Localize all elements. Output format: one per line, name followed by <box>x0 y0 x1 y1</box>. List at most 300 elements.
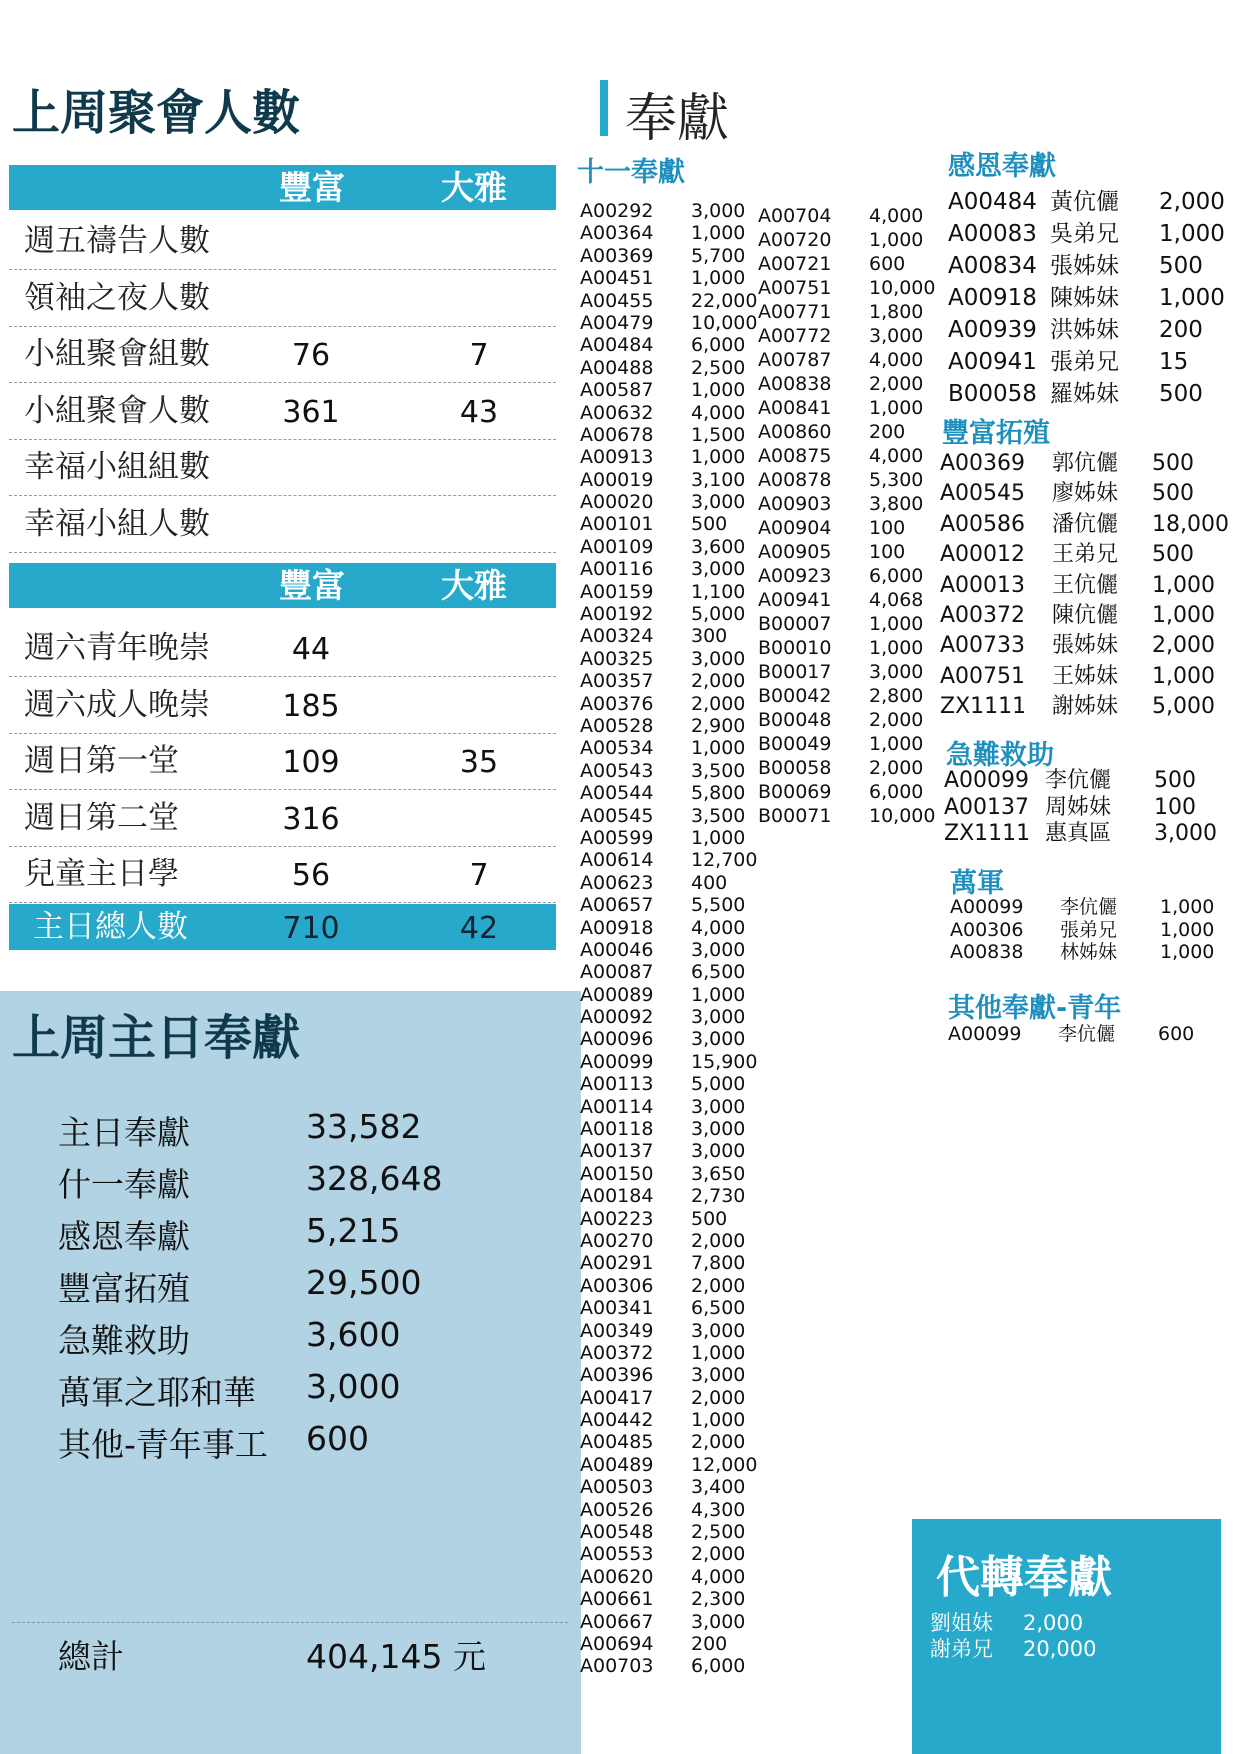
tithe-code: A00092 <box>580 1006 654 1029</box>
tithe-row <box>580 222 750 244</box>
tithe-code: A00694 <box>580 1633 654 1655</box>
tithe-row <box>758 540 938 564</box>
donor-code: A00099 <box>950 896 1024 918</box>
summary-row <box>58 1159 443 1209</box>
tithe-row <box>580 334 750 356</box>
tithe-row <box>758 300 938 324</box>
tithe-code: A00720 <box>758 229 832 251</box>
tithe-code: A00489 <box>580 1453 654 1476</box>
tithe-code: A00587 <box>580 379 654 402</box>
donor-amount: 500 <box>1159 253 1203 279</box>
tithe-amount: 3,500 <box>691 804 746 827</box>
tithe-row <box>580 1364 750 1386</box>
tithe-code: B00069 <box>758 781 832 803</box>
tithe-code: B00010 <box>758 637 832 659</box>
tithe-code: A00772 <box>758 325 832 347</box>
donor-code: A00372 <box>940 602 1026 628</box>
tithe-code: A00620 <box>580 1565 654 1588</box>
tithe-amount: 1,000 <box>869 397 924 419</box>
tithe-amount: 4,000 <box>691 401 746 424</box>
attendance-value-fengfu: 76 <box>291 338 331 373</box>
summary-title: 上周主日奉獻 <box>12 1010 301 1066</box>
donor-code: A00733 <box>940 633 1026 659</box>
tithe-amount: 7,800 <box>691 1252 746 1275</box>
tithe-code: A00543 <box>580 759 654 782</box>
attendance-row-label: 週六成人晚崇 <box>24 686 210 723</box>
tithe-code: A00372 <box>580 1341 654 1364</box>
attendance-value-daya: 35 <box>459 745 499 780</box>
tithe-amount: 2,300 <box>691 1588 746 1611</box>
tithe-code: A00291 <box>580 1252 654 1275</box>
tithe-row <box>580 715 750 737</box>
donor-code: A00939 <box>948 317 1037 343</box>
tithe-row <box>580 1409 750 1431</box>
transfer-amount: 20,000 <box>1023 1637 1097 1661</box>
donor-name: 郭伉儷 <box>1052 451 1119 476</box>
tithe-row <box>580 1499 750 1521</box>
tithe-row <box>758 732 938 756</box>
tithe-row <box>580 1431 750 1453</box>
tithe-row <box>580 1297 750 1319</box>
tithe-row <box>580 760 750 782</box>
tithe-amount: 2,500 <box>691 1521 746 1544</box>
tithe-row <box>758 588 938 612</box>
attendance-row <box>9 496 556 553</box>
tithe-row <box>580 1476 750 1498</box>
tithe-amount: 3,000 <box>869 325 924 347</box>
summary-row <box>58 1107 422 1157</box>
tithe-row <box>580 1611 750 1633</box>
tithe-code: B00071 <box>758 805 832 827</box>
tithe-row <box>580 1453 758 1476</box>
tithe-amount: 1,000 <box>691 222 746 245</box>
tithe-amount: 3,000 <box>691 938 746 961</box>
attendance-row-label: 領袖之夜人數 <box>24 279 210 316</box>
donor-amount: 18,000 <box>1152 511 1229 537</box>
tithe-row <box>580 1655 750 1677</box>
attendance-total-row <box>9 904 556 950</box>
donor-name: 李伉儷 <box>1045 768 1112 793</box>
tithe-amount: 3,000 <box>691 1364 746 1387</box>
tithe-code: A00860 <box>758 421 832 443</box>
tithe-row <box>580 513 750 535</box>
tithe-code: A00661 <box>580 1588 654 1611</box>
donor-name: 羅姊妹 <box>1050 381 1119 407</box>
tithe-code: A00116 <box>580 558 654 581</box>
donor-amount: 3,000 <box>1154 821 1217 846</box>
tithe-amount: 3,000 <box>691 1610 746 1633</box>
tithe-code: A00114 <box>580 1095 654 1118</box>
donor-name: 張姊妹 <box>1052 633 1119 659</box>
tithe-amount: 200 <box>691 1633 728 1655</box>
attendance-header-1 <box>9 165 556 210</box>
donor-code: A00099 <box>948 1023 1022 1045</box>
tithe-row <box>580 424 750 446</box>
tithe-code: A00096 <box>580 1028 654 1051</box>
tithe-row <box>758 348 938 372</box>
donor-name: 李伉儷 <box>1060 896 1118 918</box>
tithe-amount: 12,000 <box>691 1453 758 1476</box>
tithe-amount: 3,000 <box>691 1006 746 1029</box>
tithe-amount: 2,000 <box>869 373 924 395</box>
tithe-code: A00118 <box>580 1118 654 1141</box>
summary-row-amount: 600 <box>306 1419 369 1458</box>
tithe-amount: 1,000 <box>691 1409 746 1432</box>
tithe-amount: 5,000 <box>691 603 746 626</box>
summary-row-label: 豐富拓殖 <box>58 1269 190 1308</box>
tithe-row <box>580 984 750 1006</box>
donor-amount: 100 <box>1154 794 1196 820</box>
tithe-row <box>580 1543 750 1565</box>
donor-code: ZX1111 <box>944 821 1031 846</box>
attendance-row <box>9 733 556 790</box>
hosts-title: 萬軍 <box>950 868 1004 899</box>
donor-code: A00369 <box>940 451 1026 476</box>
tithe-row <box>580 1588 750 1610</box>
donor-amount: 1,000 <box>1152 663 1215 689</box>
donor-amount: 500 <box>1159 381 1203 407</box>
donor-name: 謝姊妹 <box>1052 694 1119 720</box>
header-col-daya: 大雅 <box>441 168 507 207</box>
tithe-row <box>758 396 938 420</box>
header-col-fengfu: 豐富 <box>279 566 345 605</box>
tithe-code: A00113 <box>580 1073 654 1096</box>
tithe-amount: 4,068 <box>869 589 924 611</box>
tithe-code: A00306 <box>580 1274 654 1297</box>
transfer-panel <box>912 1519 1221 1754</box>
tithe-code: A00878 <box>758 469 832 491</box>
tithe-list-1 <box>580 200 758 1678</box>
tithe-code: A00417 <box>580 1386 654 1409</box>
tithe-code: A00503 <box>580 1476 654 1499</box>
summary-row-label: 萬軍之耶和華 <box>58 1373 256 1412</box>
tithe-row <box>580 1342 750 1364</box>
tithe-row <box>580 267 750 289</box>
tithe-code: A00396 <box>580 1364 654 1387</box>
donor-amount: 5,000 <box>1152 694 1215 720</box>
tithe-row <box>580 670 750 692</box>
tithe-amount: 3,650 <box>691 1162 746 1185</box>
donor-name: 陳伉儷 <box>1052 602 1119 628</box>
tithe-code: A00455 <box>580 289 654 312</box>
tithe-row <box>580 1320 750 1342</box>
summary-row <box>58 1315 401 1365</box>
donor-name: 吳弟兄 <box>1050 221 1119 247</box>
attendance-row-label: 週五禱告人數 <box>24 223 210 259</box>
attendance-value-fengfu: 109 <box>282 745 340 780</box>
transfer-name: 劉姐妹 <box>930 1611 993 1635</box>
tithe-row <box>758 492 938 516</box>
attendance-row <box>9 383 556 440</box>
attendance-row <box>9 270 556 327</box>
donor-amount: 15 <box>1159 349 1189 375</box>
tithe-code: A00442 <box>580 1409 654 1432</box>
tithe-amount: 1,000 <box>869 229 924 251</box>
tithe-row <box>758 276 938 300</box>
tithe-row <box>758 684 938 708</box>
tithe-amount: 2,000 <box>691 1431 746 1454</box>
tithe-amount: 5,800 <box>691 782 746 805</box>
tithe-row <box>580 1096 750 1118</box>
tithe-row <box>580 1633 750 1655</box>
donor-name: 王弟兄 <box>1052 542 1119 568</box>
tithe-row <box>580 1073 750 1095</box>
donor-name: 陳姊妹 <box>1050 285 1119 311</box>
tithe-amount: 300 <box>691 625 728 648</box>
tithe-amount: 2,000 <box>691 1543 746 1566</box>
tithe-row <box>580 311 758 334</box>
tithe-amount: 3,100 <box>691 468 746 491</box>
summary-row-label: 什一奉獻 <box>58 1165 190 1204</box>
tithe-code: A00913 <box>580 446 654 469</box>
tithe-row <box>758 564 938 588</box>
tithe-amount: 5,000 <box>691 1073 746 1096</box>
tithe-row <box>758 204 938 228</box>
tithe-amount: 2,000 <box>691 1386 746 1409</box>
tithe-amount: 3,000 <box>691 1028 746 1051</box>
tithe-code: A00526 <box>580 1498 654 1521</box>
donor-name: 王姊妹 <box>1052 663 1119 689</box>
tithe-code: A00875 <box>758 445 832 467</box>
tithe-row <box>758 372 938 396</box>
summary-row-amount: 33,582 <box>306 1107 422 1146</box>
tithe-amount: 6,500 <box>691 961 746 984</box>
tithe-amount: 2,000 <box>869 757 924 779</box>
attendance-row <box>9 620 556 677</box>
summary-row-label: 主日奉獻 <box>58 1113 190 1152</box>
attendance-row <box>9 790 556 847</box>
tithe-amount: 5,500 <box>691 894 746 917</box>
tithe-row <box>758 780 938 804</box>
tithe-amount: 3,000 <box>691 491 746 514</box>
tithe-row <box>580 894 750 916</box>
tithe-amount: 4,000 <box>869 205 924 227</box>
tithe-amount: 100 <box>869 541 906 563</box>
tithe-amount: 4,000 <box>691 1565 746 1588</box>
donor-amount: 2,000 <box>1159 189 1225 215</box>
tithe-code: B00042 <box>758 685 832 707</box>
offering-title: 奉獻 <box>625 89 730 149</box>
tithe-code: A00484 <box>580 334 654 357</box>
donor-name: 廖姊妹 <box>1052 481 1119 507</box>
tithe-amount: 100 <box>869 517 906 539</box>
donor-code: A00918 <box>948 285 1037 311</box>
tithe-code: A00488 <box>580 356 654 379</box>
tithe-amount: 200 <box>869 421 906 443</box>
summary-row <box>58 1419 369 1469</box>
tithe-row <box>580 1566 750 1588</box>
attendance-value-fengfu: 56 <box>291 858 331 893</box>
tithe-row <box>580 1387 750 1409</box>
offering-summary-panel <box>0 991 581 1754</box>
tithe-amount: 3,000 <box>691 200 746 222</box>
tithe-amount: 6,000 <box>869 781 924 803</box>
tithe-amount: 1,000 <box>691 737 746 760</box>
attendance-row <box>9 439 556 496</box>
tithe-code: A00376 <box>580 692 654 715</box>
tithe-code: A00150 <box>580 1162 654 1185</box>
tithe-amount: 1,000 <box>869 613 924 635</box>
tithe-code: A00771 <box>758 301 832 323</box>
tithe-row <box>758 756 938 780</box>
tithe-row <box>758 660 938 684</box>
tithe-amount: 1,000 <box>691 983 746 1006</box>
donor-code: A00306 <box>950 918 1024 941</box>
tithe-amount: 1,000 <box>869 637 924 659</box>
tithe-row <box>580 648 750 670</box>
tithe-amount: 12,700 <box>691 849 758 872</box>
tithe-code: A00703 <box>580 1655 654 1678</box>
tithe-amount: 3,000 <box>691 1095 746 1118</box>
attendance-header-2 <box>9 563 556 608</box>
tithe-code: A00137 <box>580 1140 654 1163</box>
tithe-row <box>580 536 750 558</box>
summary-row-amount: 3,000 <box>306 1367 401 1406</box>
tithe-amount: 3,500 <box>691 759 746 782</box>
tithe-code: A00657 <box>580 894 654 917</box>
tithe-row <box>580 491 750 513</box>
donor-name: 李伉儷 <box>1058 1023 1116 1045</box>
tithe-row <box>758 324 938 348</box>
donor-code: A00941 <box>948 349 1037 375</box>
tithe-code: B00017 <box>758 661 832 683</box>
tithe-code: A00528 <box>580 714 654 737</box>
tithe-code: A00904 <box>758 517 832 539</box>
tithe-amount: 2,000 <box>869 709 924 731</box>
tithe-code: B00058 <box>758 757 832 779</box>
tithe-row <box>580 625 750 647</box>
tithe-amount: 1,800 <box>869 301 924 323</box>
attendance-value-fengfu: 44 <box>291 632 331 667</box>
tithe-code: A00667 <box>580 1610 654 1633</box>
tithe-row <box>580 872 750 894</box>
tithe-row <box>580 693 750 715</box>
tithe-code: A00545 <box>580 804 654 827</box>
tithe-amount: 2,730 <box>691 1185 746 1208</box>
donor-amount: 500 <box>1152 451 1194 476</box>
tithe-code: A00184 <box>580 1185 654 1208</box>
tithe-code: A00903 <box>758 493 832 515</box>
tithe-amount: 6,000 <box>691 1655 746 1678</box>
summary-row-amount: 29,500 <box>306 1263 422 1302</box>
tithe-code: A00721 <box>758 253 832 275</box>
tithe-code: A00923 <box>758 565 832 587</box>
donor-amount: 200 <box>1159 317 1203 343</box>
tithe-amount: 3,600 <box>691 535 746 558</box>
mission-title: 豐富拓殖 <box>942 418 1050 449</box>
tithe-code: A00787 <box>758 349 832 371</box>
tithe-amount: 1,000 <box>691 267 746 290</box>
tithe-code: A00544 <box>580 782 654 805</box>
tithe-amount: 3,000 <box>691 1140 746 1163</box>
tithe-amount: 5,700 <box>691 244 746 267</box>
tithe-code: A00534 <box>580 737 654 760</box>
summary-row-amount: 3,600 <box>306 1315 401 1354</box>
tithe-amount: 2,500 <box>691 356 746 379</box>
tithe-amount: 2,900 <box>691 714 746 737</box>
attendance-value-fengfu: 316 <box>282 801 340 837</box>
tithe-amount: 2,000 <box>691 692 746 715</box>
donor-amount: 2,000 <box>1152 633 1215 659</box>
tithe-code: A00905 <box>758 541 832 563</box>
tithe-amount: 2,800 <box>869 685 924 707</box>
donor-code: ZX1111 <box>940 694 1027 720</box>
tithe-row <box>580 357 750 379</box>
donor-amount: 600 <box>1158 1023 1195 1045</box>
tithe-amount: 3,000 <box>691 647 746 670</box>
tithe-amount: 10,000 <box>691 311 758 334</box>
donor-name: 潘伉儷 <box>1052 511 1119 537</box>
summary-row-label: 感恩奉獻 <box>58 1217 190 1256</box>
donor-name: 張弟兄 <box>1060 918 1118 941</box>
tithe-code: A00678 <box>580 423 654 446</box>
tithe-row <box>580 939 750 961</box>
tithe-row <box>758 228 938 252</box>
summary-total-amount: 404,145 元 <box>306 1637 486 1676</box>
tithe-row <box>580 603 750 625</box>
attendance-row <box>9 846 556 903</box>
tithe-amount: 1,100 <box>691 580 746 603</box>
tithe-code: A00479 <box>580 311 654 334</box>
youth-title: 其他奉獻-青年 <box>948 993 1122 1024</box>
tithe-row <box>580 289 758 312</box>
attendance-row-label: 幸福小組組數 <box>24 449 210 485</box>
tithe-code: A00292 <box>580 200 654 222</box>
attendance-row-label: 週六青年晚崇 <box>24 630 210 666</box>
tithe-row <box>758 444 938 468</box>
tithe-row <box>580 200 750 222</box>
tithe-code: A00553 <box>580 1543 654 1566</box>
tithe-code: A00109 <box>580 535 654 558</box>
tithe-code: A00101 <box>580 513 654 536</box>
attendance-value-daya: 7 <box>469 858 489 893</box>
summary-row-amount: 328,648 <box>306 1159 443 1198</box>
tithe-amount: 15,900 <box>691 1050 758 1073</box>
attendance-value-fengfu: 185 <box>282 688 340 724</box>
donor-amount: 1,000 <box>1159 221 1225 247</box>
tithe-row <box>580 782 750 804</box>
tithe-code: A00159 <box>580 580 654 603</box>
header-col-fengfu: 豐富 <box>279 168 345 207</box>
summary-row-label: 其他-青年事工 <box>58 1425 268 1464</box>
attendance-value-fengfu: 361 <box>282 394 340 430</box>
attendance-row <box>9 213 556 270</box>
donor-name: 林姊妹 <box>1060 941 1118 963</box>
tithe-row <box>580 1006 750 1028</box>
tithe-row <box>580 1028 750 1050</box>
tithe-amount: 10,000 <box>869 805 936 827</box>
tithe-code: A00838 <box>758 373 832 395</box>
tithe-amount: 3,800 <box>869 493 924 515</box>
donor-name: 張弟兄 <box>1050 349 1119 375</box>
donor-amount: 1,000 <box>1160 896 1215 918</box>
tithe-amount: 400 <box>691 871 728 894</box>
tithe-code: B00007 <box>758 613 832 635</box>
tithe-code: A00087 <box>580 961 654 984</box>
tithe-code: A00046 <box>580 938 654 961</box>
donor-code: A00012 <box>940 542 1026 568</box>
summary-total-row <box>58 1631 486 1681</box>
tithe-code: B00049 <box>758 733 832 755</box>
summary-total-label: 總計 <box>58 1637 124 1676</box>
donor-code: A00586 <box>940 511 1026 537</box>
donor-amount: 1,000 <box>1160 918 1215 941</box>
attendance-total-fengfu: 710 <box>282 911 340 946</box>
tithe-row <box>758 636 938 660</box>
donor-name: 張姊妹 <box>1050 253 1119 279</box>
donor-name: 惠真區 <box>1045 821 1112 846</box>
summary-row <box>58 1367 401 1417</box>
